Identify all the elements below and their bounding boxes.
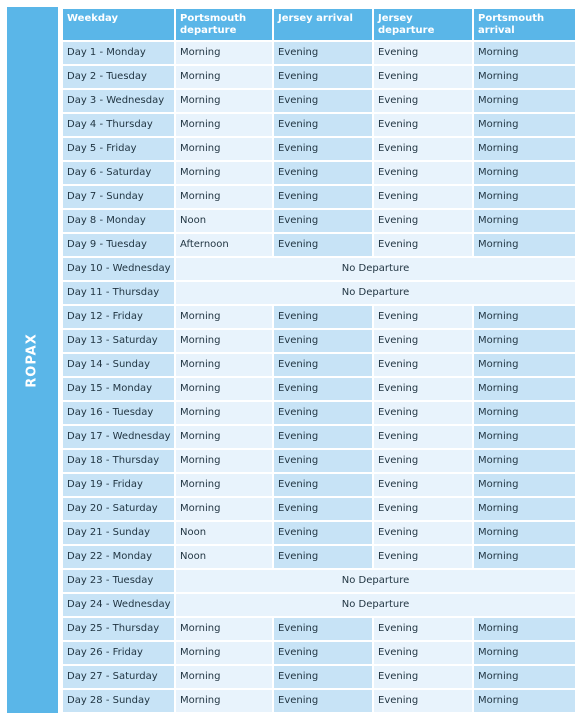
- cell-weekday: Day 9 - Tuesday: [63, 234, 174, 256]
- cell-portsmouth-departure: Noon: [176, 546, 272, 568]
- cell-no-departure: No Departure: [176, 282, 575, 304]
- table-header-row: [63, 9, 575, 40]
- cell-jersey-arrival: Evening: [274, 42, 372, 64]
- cell-jersey-arrival: Evening: [274, 618, 372, 640]
- table-row: [63, 234, 575, 256]
- table-row: [63, 306, 575, 328]
- cell-weekday: Day 23 - Tuesday: [63, 570, 174, 592]
- table-row: [63, 378, 575, 400]
- cell-jersey-arrival: Evening: [274, 210, 372, 232]
- cell-portsmouth-departure: Morning: [176, 354, 272, 376]
- cell-jersey-departure: Evening: [374, 114, 472, 136]
- cell-portsmouth-departure: Morning: [176, 450, 272, 472]
- cell-portsmouth-arrival: Morning: [474, 138, 575, 160]
- sidebar-band: [7, 7, 58, 713]
- cell-weekday: Day 22 - Monday: [63, 546, 174, 568]
- cell-weekday: Day 27 - Saturday: [63, 666, 174, 688]
- cell-portsmouth-arrival: Morning: [474, 642, 575, 664]
- cell-weekday: Day 18 - Thursday: [63, 450, 174, 472]
- cell-jersey-departure: Evening: [374, 378, 472, 400]
- header-portsmouth-arrival: Portsmouth arrival: [474, 9, 575, 40]
- cell-portsmouth-arrival: Morning: [474, 450, 575, 472]
- cell-jersey-arrival: Evening: [274, 450, 372, 472]
- table-row: [63, 450, 575, 472]
- table-row: [63, 114, 575, 136]
- cell-portsmouth-arrival: Morning: [474, 186, 575, 208]
- cell-weekday: Day 8 - Monday: [63, 210, 174, 232]
- cell-jersey-departure: Evening: [374, 354, 472, 376]
- cell-portsmouth-arrival: Morning: [474, 690, 575, 712]
- header-weekday: Weekday: [63, 9, 174, 40]
- cell-jersey-departure: Evening: [374, 690, 472, 712]
- cell-weekday: Day 6 - Saturday: [63, 162, 174, 184]
- cell-portsmouth-arrival: Morning: [474, 546, 575, 568]
- cell-no-departure: No Departure: [176, 594, 575, 616]
- table-row: [63, 570, 575, 592]
- cell-portsmouth-departure: Morning: [176, 642, 272, 664]
- table-row: [63, 618, 575, 640]
- cell-jersey-arrival: Evening: [274, 522, 372, 544]
- cell-portsmouth-departure: Morning: [176, 66, 272, 88]
- table-row: [63, 66, 575, 88]
- cell-weekday: Day 16 - Tuesday: [63, 402, 174, 424]
- cell-portsmouth-departure: Afternoon: [176, 234, 272, 256]
- cell-portsmouth-departure: Noon: [176, 522, 272, 544]
- cell-jersey-departure: Evening: [374, 306, 472, 328]
- cell-jersey-departure: Evening: [374, 666, 472, 688]
- cell-jersey-arrival: Evening: [274, 498, 372, 520]
- cell-no-departure: No Departure: [176, 258, 575, 280]
- cell-portsmouth-arrival: Morning: [474, 474, 575, 496]
- cell-portsmouth-departure: Morning: [176, 498, 272, 520]
- cell-portsmouth-arrival: Morning: [474, 42, 575, 64]
- cell-jersey-departure: Evening: [374, 426, 472, 448]
- table-row: [63, 690, 575, 712]
- sidebar-label: ROPAX: [25, 332, 41, 388]
- cell-portsmouth-departure: Morning: [176, 90, 272, 112]
- cell-portsmouth-departure: Morning: [176, 618, 272, 640]
- cell-portsmouth-arrival: Morning: [474, 354, 575, 376]
- cell-jersey-departure: Evening: [374, 642, 472, 664]
- cell-jersey-arrival: Evening: [274, 666, 372, 688]
- table-row: [63, 666, 575, 688]
- cell-jersey-departure: Evening: [374, 402, 472, 424]
- cell-jersey-departure: Evening: [374, 90, 472, 112]
- cell-weekday: Day 13 - Saturday: [63, 330, 174, 352]
- table-row: [63, 498, 575, 520]
- header-portsmouth-departure: Portsmouth departure: [176, 9, 272, 40]
- cell-weekday: Day 24 - Wednesday: [63, 594, 174, 616]
- cell-jersey-departure: Evening: [374, 546, 472, 568]
- cell-jersey-arrival: Evening: [274, 642, 372, 664]
- cell-jersey-arrival: Evening: [274, 138, 372, 160]
- cell-portsmouth-arrival: Morning: [474, 522, 575, 544]
- table-row: [63, 354, 575, 376]
- cell-jersey-arrival: Evening: [274, 114, 372, 136]
- table-row: [63, 138, 575, 160]
- cell-weekday: Day 14 - Sunday: [63, 354, 174, 376]
- cell-portsmouth-arrival: Morning: [474, 210, 575, 232]
- table-row: [63, 522, 575, 544]
- table-row: [63, 330, 575, 352]
- cell-portsmouth-arrival: Morning: [474, 162, 575, 184]
- cell-weekday: Day 15 - Monday: [63, 378, 174, 400]
- cell-weekday: Day 21 - Sunday: [63, 522, 174, 544]
- cell-jersey-arrival: Evening: [274, 546, 372, 568]
- cell-portsmouth-arrival: Morning: [474, 618, 575, 640]
- cell-jersey-departure: Evening: [374, 474, 472, 496]
- cell-portsmouth-arrival: Morning: [474, 114, 575, 136]
- cell-weekday: Day 2 - Tuesday: [63, 66, 174, 88]
- table-row: [63, 210, 575, 232]
- cell-jersey-departure: Evening: [374, 330, 472, 352]
- cell-portsmouth-departure: Morning: [176, 138, 272, 160]
- cell-portsmouth-arrival: Morning: [474, 330, 575, 352]
- cell-portsmouth-arrival: Morning: [474, 66, 575, 88]
- cell-jersey-departure: Evening: [374, 138, 472, 160]
- cell-jersey-arrival: Evening: [274, 354, 372, 376]
- table-row: [63, 282, 575, 304]
- cell-jersey-departure: Evening: [374, 234, 472, 256]
- cell-jersey-arrival: Evening: [274, 426, 372, 448]
- table-row: [63, 90, 575, 112]
- cell-weekday: Day 25 - Thursday: [63, 618, 174, 640]
- cell-weekday: Day 10 - Wednesday: [63, 258, 174, 280]
- cell-jersey-arrival: Evening: [274, 306, 372, 328]
- cell-weekday: Day 4 - Thursday: [63, 114, 174, 136]
- cell-portsmouth-arrival: Morning: [474, 666, 575, 688]
- cell-portsmouth-arrival: Morning: [474, 402, 575, 424]
- table-row: [63, 42, 575, 64]
- cell-weekday: Day 11 - Thursday: [63, 282, 174, 304]
- cell-jersey-arrival: Evening: [274, 90, 372, 112]
- cell-weekday: Day 20 - Saturday: [63, 498, 174, 520]
- cell-weekday: Day 7 - Sunday: [63, 186, 174, 208]
- cell-jersey-departure: Evening: [374, 522, 472, 544]
- table-row: [63, 402, 575, 424]
- cell-portsmouth-departure: Morning: [176, 330, 272, 352]
- cell-jersey-departure: Evening: [374, 42, 472, 64]
- cell-portsmouth-departure: Morning: [176, 186, 272, 208]
- cell-portsmouth-arrival: Morning: [474, 306, 575, 328]
- cell-jersey-departure: Evening: [374, 618, 472, 640]
- cell-jersey-arrival: Evening: [274, 378, 372, 400]
- cell-portsmouth-arrival: Morning: [474, 498, 575, 520]
- cell-weekday: Day 19 - Friday: [63, 474, 174, 496]
- cell-portsmouth-departure: Morning: [176, 474, 272, 496]
- cell-weekday: Day 28 - Sunday: [63, 690, 174, 712]
- cell-jersey-arrival: Evening: [274, 66, 372, 88]
- cell-portsmouth-departure: Morning: [176, 306, 272, 328]
- cell-weekday: Day 5 - Friday: [63, 138, 174, 160]
- cell-portsmouth-arrival: Morning: [474, 426, 575, 448]
- cell-jersey-arrival: Evening: [274, 690, 372, 712]
- table-row: [63, 186, 575, 208]
- cell-no-departure: No Departure: [176, 570, 575, 592]
- cell-jersey-departure: Evening: [374, 186, 472, 208]
- cell-portsmouth-departure: Morning: [176, 666, 272, 688]
- header-jersey-departure: Jersey departure: [374, 9, 472, 40]
- cell-jersey-departure: Evening: [374, 162, 472, 184]
- cell-portsmouth-arrival: Morning: [474, 378, 575, 400]
- header-jersey-arrival: Jersey arrival: [274, 9, 372, 40]
- cell-weekday: Day 17 - Wednesday: [63, 426, 174, 448]
- cell-jersey-arrival: Evening: [274, 402, 372, 424]
- cell-portsmouth-departure: Morning: [176, 42, 272, 64]
- cell-jersey-arrival: Evening: [274, 330, 372, 352]
- table-row: [63, 594, 575, 616]
- cell-jersey-arrival: Evening: [274, 162, 372, 184]
- cell-portsmouth-departure: Morning: [176, 114, 272, 136]
- cell-jersey-arrival: Evening: [274, 186, 372, 208]
- cell-jersey-arrival: Evening: [274, 474, 372, 496]
- schedule-table: [61, 7, 577, 714]
- cell-portsmouth-arrival: Morning: [474, 234, 575, 256]
- table-body: [63, 42, 575, 712]
- cell-jersey-departure: Evening: [374, 498, 472, 520]
- cell-portsmouth-departure: Morning: [176, 378, 272, 400]
- table-row: [63, 426, 575, 448]
- table-row: [63, 474, 575, 496]
- cell-portsmouth-departure: Morning: [176, 690, 272, 712]
- cell-weekday: Day 1 - Monday: [63, 42, 174, 64]
- cell-portsmouth-arrival: Morning: [474, 90, 575, 112]
- cell-jersey-departure: Evening: [374, 66, 472, 88]
- table-row: [63, 258, 575, 280]
- cell-weekday: Day 3 - Wednesday: [63, 90, 174, 112]
- table-row: [63, 546, 575, 568]
- cell-portsmouth-departure: Morning: [176, 426, 272, 448]
- cell-jersey-departure: Evening: [374, 450, 472, 472]
- cell-jersey-departure: Evening: [374, 210, 472, 232]
- cell-portsmouth-departure: Morning: [176, 162, 272, 184]
- table-row: [63, 642, 575, 664]
- cell-weekday: Day 26 - Friday: [63, 642, 174, 664]
- cell-jersey-arrival: Evening: [274, 234, 372, 256]
- table-row: [63, 162, 575, 184]
- cell-weekday: Day 12 - Friday: [63, 306, 174, 328]
- cell-portsmouth-departure: Noon: [176, 210, 272, 232]
- cell-portsmouth-departure: Morning: [176, 402, 272, 424]
